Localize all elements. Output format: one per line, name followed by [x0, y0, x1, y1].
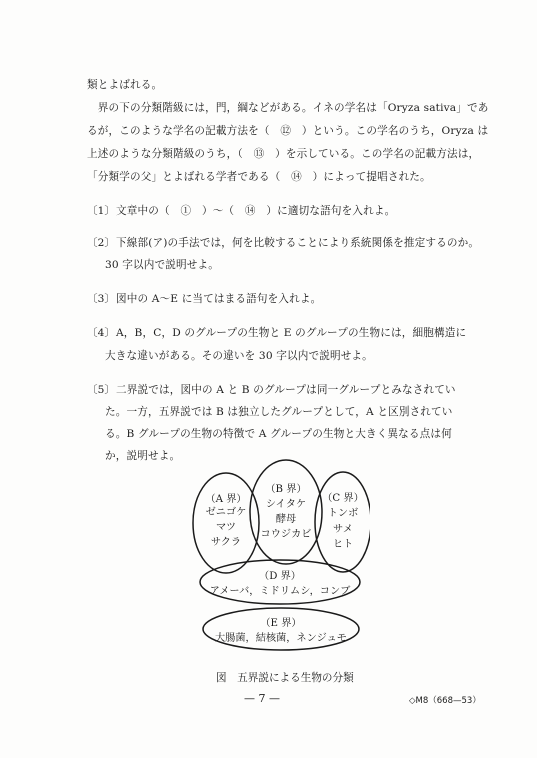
question-5-text-line-4: か，説明せよ。 — [105, 450, 181, 462]
group-a-item-1: ゼニゴケ — [205, 507, 247, 518]
question-3-number: 〔3〕 — [87, 293, 115, 305]
question-4-text-line-1: A，B，C，D のグループの生物と E のグループの生物には，細胞構造に — [116, 327, 467, 339]
question-5-text-line-3: る。B グループの生物の特徴で A グループの生物と大きく異なる点は何 — [105, 428, 452, 440]
intro-line-4: 上述のような分類階級のうち，（ ⑬ ）を示している。この学名の記載方法は， — [87, 148, 480, 160]
exam-code: ◇M8（668—53） — [409, 696, 481, 706]
five-kingdom-diagram — [190, 458, 370, 668]
group-a-label: （A 界） — [205, 494, 247, 505]
question-5-text-line-1: 二界説では，図中の A と B のグループは同一グループとみなされてい — [116, 384, 456, 396]
group-e-label: （E 界） — [260, 618, 302, 629]
group-a-item-2: マツ — [215, 522, 237, 533]
question-2-number: 〔2〕 — [87, 237, 115, 249]
group-b-ellipse — [250, 460, 322, 564]
intro-line-3: るが，このような学名の記載方法を（ ⑫ ）という。この学名のうち，Oryza は — [87, 125, 489, 137]
question-4-text-line-2: 大きな違いがある。その違いを 30 字以内で説明せよ。 — [105, 350, 373, 362]
intro-line-5: 「分類学の父」とよばれる学者である（ ⑭ ）によって提唱された。 — [87, 171, 431, 183]
question-5-text-line-2: た。一方，五界説では B は独立したグループとして，A と区別されてい — [105, 406, 453, 418]
group-b-item-3: コウジカビ — [260, 529, 312, 540]
intro-line-2: 界の下の分類階級には，門，綱などがある。イネの学名は「Oryza sativa」であ — [87, 102, 489, 114]
group-b-label: （B 界） — [265, 484, 307, 495]
group-b-item-1: シイタケ — [265, 499, 307, 510]
group-d-label: （D 界） — [259, 571, 301, 582]
intro-line-1: 類とよばれる。 — [87, 79, 163, 91]
page-number: — 7 — — [244, 692, 280, 705]
group-d-items: アメーバ，ミドリムシ，コンブ — [209, 586, 351, 597]
group-c-item-2: サメ — [333, 524, 353, 535]
group-e-items: 大腸菌，結核菌，ネンジュモ — [215, 633, 347, 644]
figure-caption: 図 五界説による生物の分類 — [216, 672, 354, 684]
question-4-number: 〔4〕 — [87, 327, 115, 339]
group-b-item-2: 酵母 — [275, 514, 297, 525]
question-1-text: 文章中の（ ① ）〜（ ⑭ ）に適切な語句を入れよ。 — [116, 205, 396, 217]
question-1-number: 〔1〕 — [87, 205, 115, 217]
group-c-label: （C 界） — [322, 493, 364, 504]
question-3-text: 図中の A〜E に当てはまる語句を入れよ。 — [116, 293, 322, 305]
group-d-ellipse — [200, 560, 360, 604]
question-2-text-line-2: 30 字以内で説明せよ。 — [105, 259, 219, 271]
group-c-ellipse — [315, 472, 370, 572]
group-c-item-3: ヒト — [332, 539, 354, 550]
question-2-text-line-1: 下線部(ア)の手法では，何を比較することにより系統関係を推定するのか。 — [116, 237, 480, 249]
question-5-number: 〔5〕 — [87, 384, 115, 396]
group-a-item-3: サクラ — [210, 537, 242, 548]
group-c-item-1: トンボ — [327, 508, 359, 519]
